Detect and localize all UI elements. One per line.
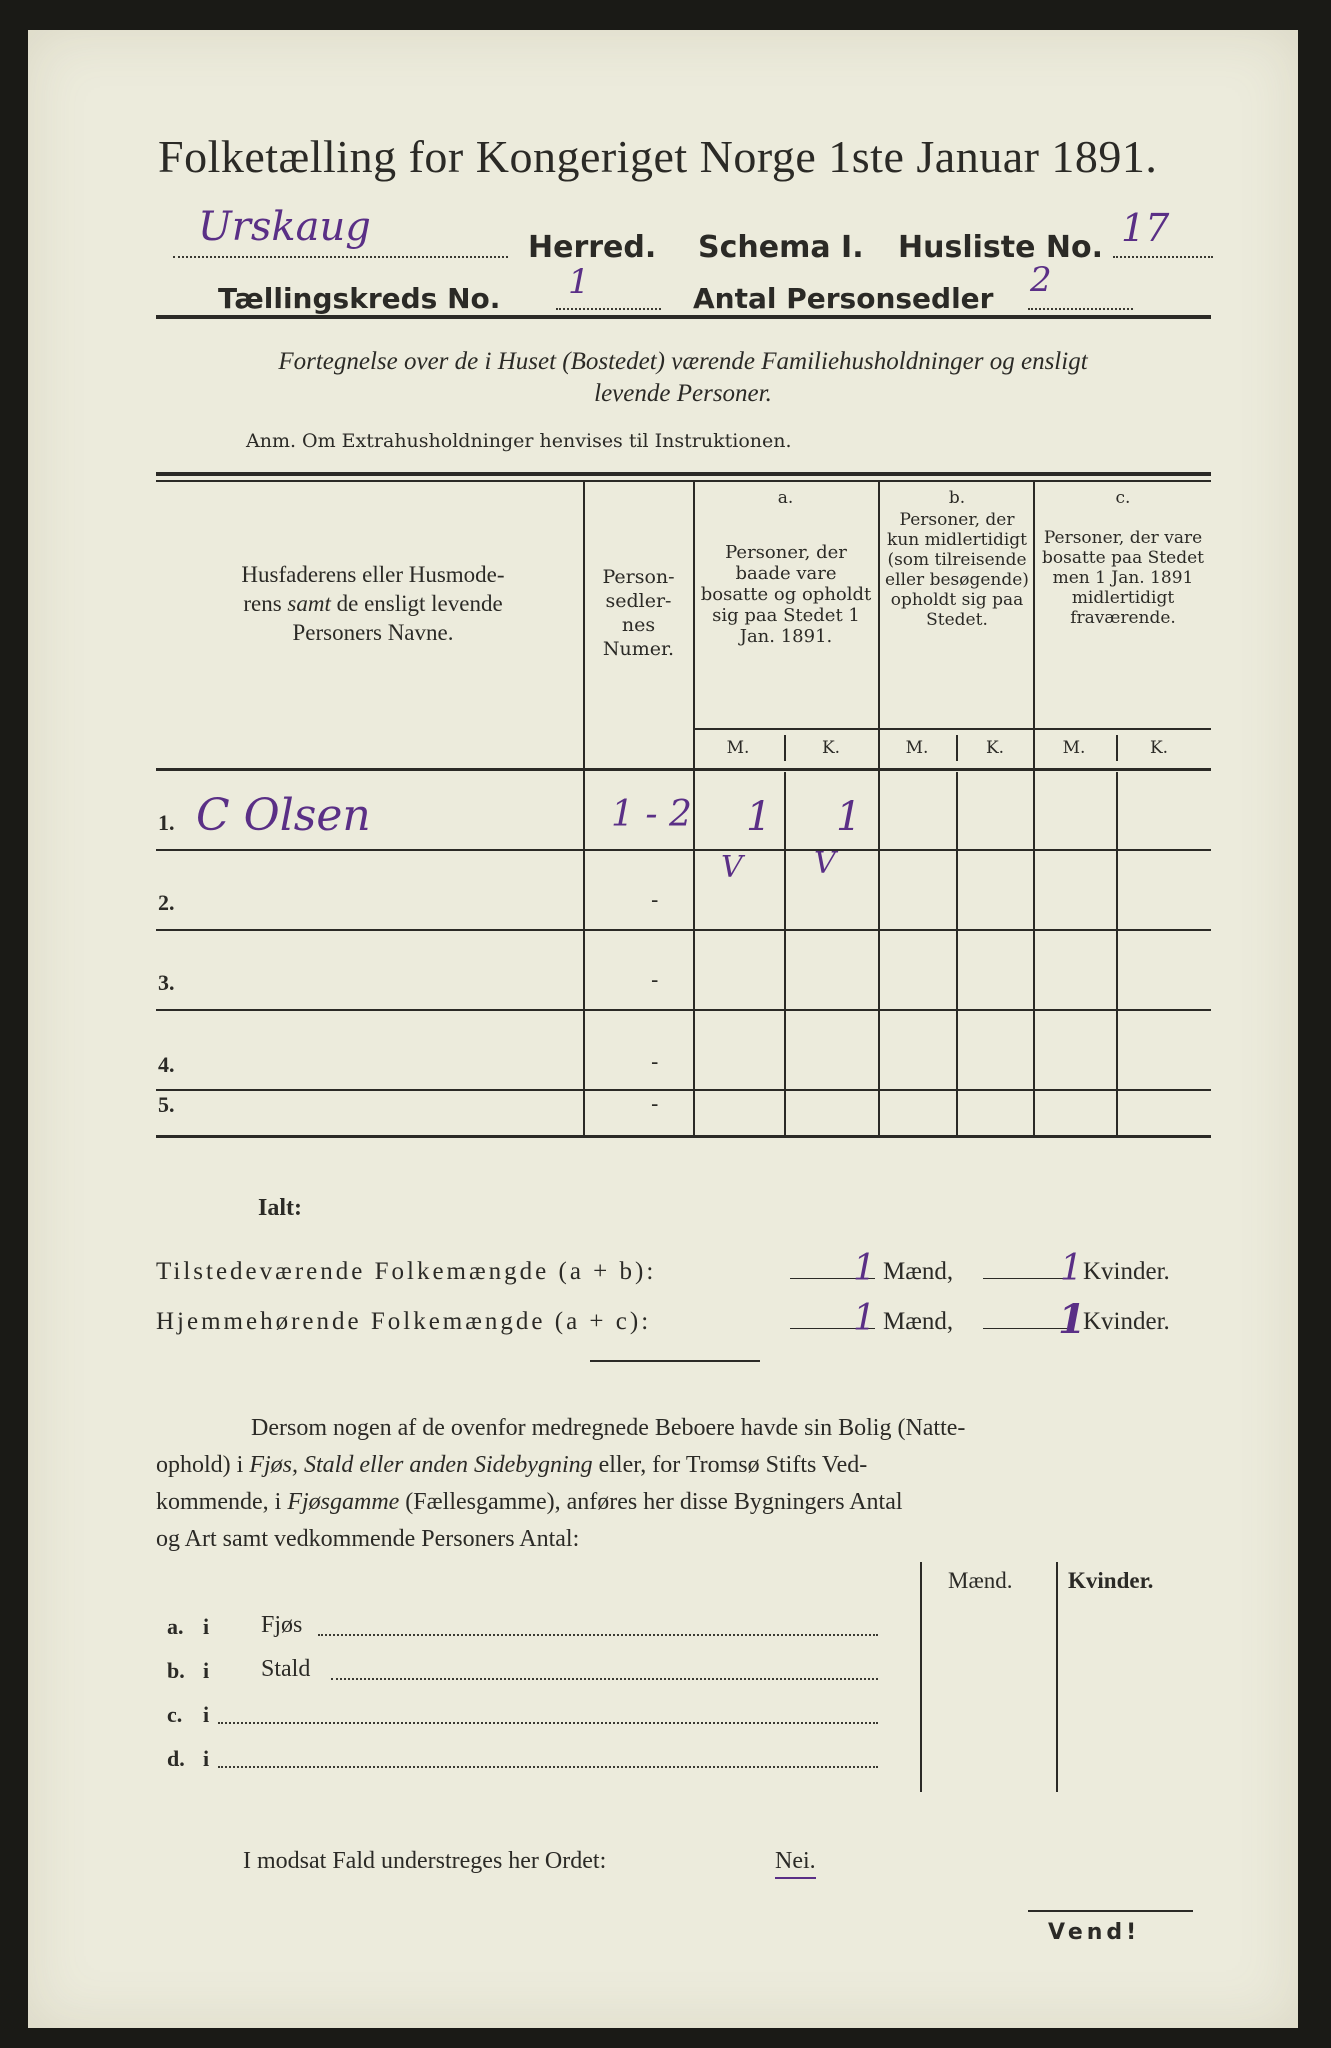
col-names-line1: Husfaderens eller Husmode- xyxy=(241,562,505,587)
row-num: - xyxy=(651,968,659,993)
table-row[interactable] xyxy=(156,772,1211,850)
husliste-label: Husliste No. xyxy=(898,230,1103,265)
form-title: Folketælling for Kongeriget Norge 1ste Januar 1891. xyxy=(158,131,1158,182)
col-num-header xyxy=(586,565,691,661)
col-num-h3: nes xyxy=(621,614,656,636)
hjemme-kvinder-label: Kvinder. xyxy=(1083,1308,1170,1335)
table-row[interactable] xyxy=(156,846,1211,930)
para-line-1: Dersom nogen af de ovenfor medregnede Beboere havde sin Bolig (Natte- xyxy=(251,1415,966,1441)
building-row[interactable] xyxy=(163,1608,918,1648)
a-k-label: K. xyxy=(821,738,841,758)
husliste-field[interactable] xyxy=(1113,206,1213,258)
table-row[interactable] xyxy=(156,930,1211,1010)
intro-heading-1: Fortegnelse over de i Huset (Bostedet) værende Familiehusholdninger og ensligt xyxy=(278,348,1088,375)
b-mk-tick xyxy=(956,735,958,761)
row-a-m: 1 xyxy=(746,794,772,840)
vend-rule xyxy=(1028,1910,1193,1912)
modsat-text: I modsat Fald understreges her Ordet: xyxy=(243,1848,607,1874)
col-names-header xyxy=(168,560,578,647)
building-dots xyxy=(331,1678,878,1680)
b-k-label: K. xyxy=(985,738,1005,758)
group-b-letter: b. xyxy=(948,488,966,508)
group-b-text: Personer, der kun midlertidigt (som tilreisende eller besøgende) opholdt sig paa Stedet. xyxy=(885,510,1029,630)
row-a-k: V xyxy=(814,846,836,881)
row-name: C Olsen xyxy=(196,790,371,841)
para-line-2-c: eller, for Tromsø Stifts Ved- xyxy=(592,1452,868,1478)
col-names-line3: Personers Navne. xyxy=(292,620,454,645)
building-letter: d. xyxy=(167,1746,185,1771)
group-a-letter: a. xyxy=(777,488,794,508)
hjemme-label: Hjemmehørende Folkemængde (a + c): xyxy=(156,1308,652,1335)
tilstede-maend-label: Mænd, xyxy=(883,1258,954,1285)
row-number: 4. xyxy=(158,1052,175,1077)
row-number: 5. xyxy=(158,1092,175,1117)
kreds-value: 1 xyxy=(568,262,590,302)
building-i: i xyxy=(203,1702,210,1727)
schema-label: Schema I. xyxy=(698,230,864,265)
building-label: Fjøs xyxy=(261,1612,303,1638)
col-names-line2-a: rens xyxy=(243,591,288,616)
building-dots xyxy=(218,1722,878,1724)
para-line-2-b: Fjøs, Stald eller anden Sidebygning xyxy=(249,1452,593,1478)
tilstede-k-field[interactable] xyxy=(983,1278,1068,1279)
buildings-rows xyxy=(163,1608,918,1798)
building-dots xyxy=(218,1766,878,1768)
kreds-label: Tællingskreds No. xyxy=(218,282,501,315)
c-mk-tick xyxy=(1116,735,1118,761)
table-row[interactable] xyxy=(156,1090,1211,1135)
table-body xyxy=(156,772,1211,1135)
table-top-rule-thin xyxy=(156,480,1211,482)
anm-note: Anm. Om Extrahusholdninger henvises til Instruktionen. xyxy=(246,430,792,452)
para-line-3-c: (Fællesgamme), anføres her disse Bygningers Antal xyxy=(399,1489,903,1515)
a-mk-tick xyxy=(784,735,786,761)
row-num: - xyxy=(651,888,659,913)
tilstede-label: Tilstedeværende Folkemængde (a + b): xyxy=(156,1258,657,1285)
hjemme-k-value: 1 xyxy=(1058,1296,1086,1343)
building-dots xyxy=(318,1634,878,1636)
group-c-letter: c. xyxy=(1115,488,1131,508)
herred-field[interactable] xyxy=(173,204,508,258)
hjemme-m-value: 1 xyxy=(853,1298,876,1339)
group-c-text: Personer, der vare bosatte paa Stedet men 1 Jan. 1891 midlertidigt fraværende. xyxy=(1042,528,1204,628)
col-names-line2-b: samt xyxy=(287,591,331,616)
row-number: 1. xyxy=(158,810,175,835)
building-letter: a. xyxy=(167,1614,184,1639)
antal-label: Antal Personsedler xyxy=(693,282,994,315)
table-row[interactable] xyxy=(156,1010,1211,1090)
tilstede-kvinder-label: Kvinder. xyxy=(1083,1258,1170,1285)
buildings-kvinder-header: Kvinder. xyxy=(1068,1568,1154,1593)
antal-field[interactable] xyxy=(1028,260,1133,310)
col-num-h4: Numer. xyxy=(602,638,675,660)
ialt-label: Ialt: xyxy=(258,1195,302,1221)
col-num-h2: sedler- xyxy=(605,590,672,612)
table-bottom-rule xyxy=(156,1135,1211,1138)
kreds-field[interactable] xyxy=(556,262,661,310)
para-line-3 xyxy=(156,1484,1211,1521)
tilstede-k-value: 1 xyxy=(1060,1248,1083,1289)
building-i: i xyxy=(203,1614,210,1639)
tilstede-m-value: 1 xyxy=(853,1248,876,1289)
row-a-m: V xyxy=(721,850,743,885)
c-k-label: K. xyxy=(1149,738,1169,758)
intro-heading-2: levende Personer. xyxy=(594,380,772,407)
antal-value: 2 xyxy=(1030,260,1052,300)
building-letter: c. xyxy=(167,1702,183,1727)
para-line-3-b: Fjøsgamme xyxy=(287,1489,400,1515)
vend-label: Vend! xyxy=(1048,1920,1141,1945)
row-number: 2. xyxy=(158,890,175,915)
c-m-label: M. xyxy=(1062,738,1086,758)
row-num: 1 - 2 xyxy=(611,794,692,835)
herred-value: Urskaug xyxy=(198,204,371,250)
row-number: 3. xyxy=(158,970,175,995)
table-top-rule xyxy=(156,472,1211,476)
herred-label: Herred. xyxy=(528,230,657,265)
buildings-col-sep-1 xyxy=(920,1562,922,1792)
row-num: - xyxy=(651,1092,659,1117)
para-line-2 xyxy=(156,1447,1211,1484)
building-row[interactable] xyxy=(163,1696,918,1736)
building-row[interactable] xyxy=(163,1740,918,1780)
row-a-k: 1 xyxy=(836,794,862,840)
para-line-3-a: kommende, i xyxy=(156,1489,288,1515)
hjemme-k-field[interactable] xyxy=(983,1328,1068,1329)
b-m-label: M. xyxy=(905,738,929,758)
nei-word[interactable]: Nei. xyxy=(775,1848,816,1879)
building-i: i xyxy=(203,1746,210,1771)
hjemme-maend-label: Mænd, xyxy=(883,1308,954,1335)
buildings-maend-header: Mænd. xyxy=(948,1568,1013,1593)
separator-short xyxy=(590,1360,760,1362)
mk-rule xyxy=(693,728,1211,730)
building-row[interactable] xyxy=(163,1652,918,1692)
husliste-value: 17 xyxy=(1121,206,1170,250)
a-m-label: M. xyxy=(726,738,750,758)
para-line-4: og Art samt vedkommende Personers Antal: xyxy=(156,1526,580,1552)
row-num: - xyxy=(651,1050,659,1075)
col-names-line2-c: de ensligt levende xyxy=(330,591,503,616)
buildings-col-sep-2 xyxy=(1056,1562,1058,1792)
buildings-paragraph xyxy=(156,1410,1211,1558)
col-num-h1: Person- xyxy=(602,566,675,588)
header-rule xyxy=(156,315,1211,319)
building-letter: b. xyxy=(167,1658,185,1683)
header-bottom-rule xyxy=(156,768,1211,771)
building-label: Stald xyxy=(261,1656,311,1682)
col-names-line2 xyxy=(168,589,578,618)
group-a-text: Personer, der baade vare bosatte og opholdt sig paa Stedet 1 Jan. 1891. xyxy=(700,542,872,647)
para-line-2-a: ophold) i xyxy=(156,1452,250,1478)
building-i: i xyxy=(203,1658,210,1683)
census-form-page xyxy=(28,30,1298,2028)
